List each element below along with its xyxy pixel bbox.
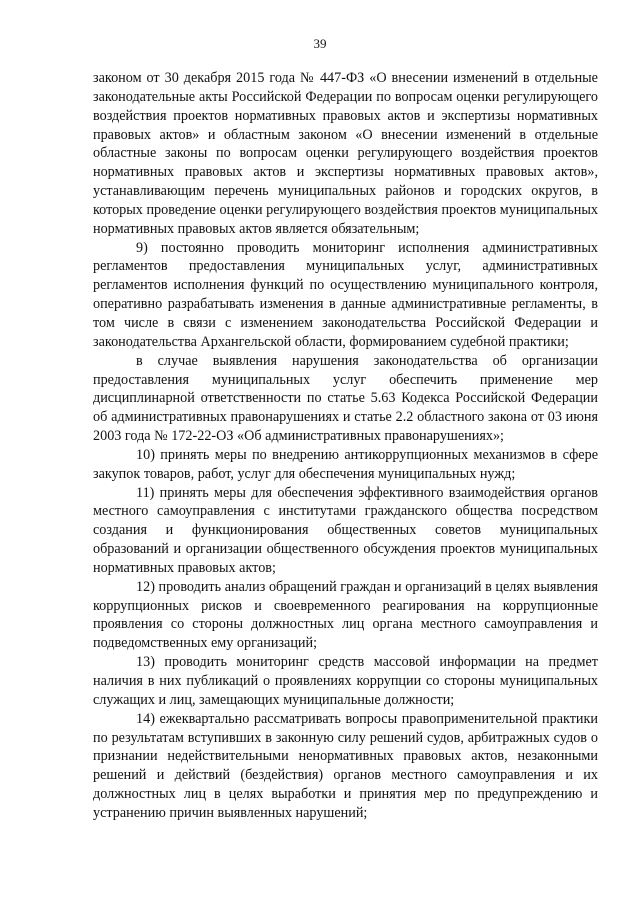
body-text — [93, 69, 598, 823]
paragraph-item-9: 9) постоянно проводить мониторинг исполнения административных регламентов предоставления муниципальных услуг, административных регламентов исполнения функций по осуществлению муниципального контроля, оперативно разрабатывать изменения в данные административные регламенты, в том числе в связи с изменением законодательства Российской Федерации и законодательства Архангельской области, формированием судебной практики; — [93, 239, 598, 350]
paragraph-violation-measures: в случае выявления нарушения законодательства об организации предоставления муниципальных услуг обеспечить применение мер дисциплинарной ответственности по статье 5.63 Кодекса Российской Федерации об административных правонарушениях и статье 2.2 областного закона от 03 июня 2003 года № 172-22-ОЗ «Об административных правонарушениях»; — [93, 352, 598, 445]
paragraph-continuation: законом от 30 декабря 2015 года № 447-ФЗ «О внесении изменений в отдельные законодательные акты Российской Федерации по вопросам оценки регулирующего воздействия проектов нормативных правовых актов и экспертизы нормативных правовых актов» и областным законом «О внесении изменений в отдельные областные законы по вопросам оценки регулирующего воздействия проектов нормативных правовых актов и экспертизы нормативных правовых актов», устанавливающим перечень муниципальных районов и городских округов, в которых проведение оценки регулирующего воздействия проектов муниципальных нормативных правовых актов является обязательным; — [93, 70, 598, 237]
paragraph-item-13: 13) проводить мониторинг средств массовой информации на предмет наличия в них публикаций о проявлениях коррупции со стороны муниципальных служащих и лиц, замещающих муниципальные должности; — [93, 654, 598, 708]
paragraph-item-11: 11) принять меры для обеспечения эффективного взаимодействия органов местного самоуправления с институтами гражданского общества посредством создания и функционирования общественных советов муниципальных образований и организации общественного обсуждения проектов муниципальных нормативных правовых актов; — [93, 484, 598, 576]
page-number: 39 — [313, 36, 327, 51]
paragraph-item-14: 14) ежеквартально рассматривать вопросы правоприменительной практики по результатам вступивших в законную силу решений судов, арбитражных судов о признании недействительными ненормативных правовых актов, незаконными решений и действий (бездействия) органов местного самоуправления и их должностных лиц в целях выработки и принятия мер по предупреждению и устранению причин выявленных нарушений; — [93, 710, 598, 821]
paragraph-item-12: 12) проводить анализ обращений граждан и организаций в целях выявления коррупционных рисков и своевременного реагирования на коррупционные проявления со стороны должностных лиц органа местного самоуправления и подведомственных ему организаций; — [93, 578, 598, 652]
paragraph-item-10: 10) принять меры по внедрению антикоррупционных механизмов в сфере закупок товаров, работ, услуг для обеспечения муниципальных нужд; — [93, 446, 598, 482]
